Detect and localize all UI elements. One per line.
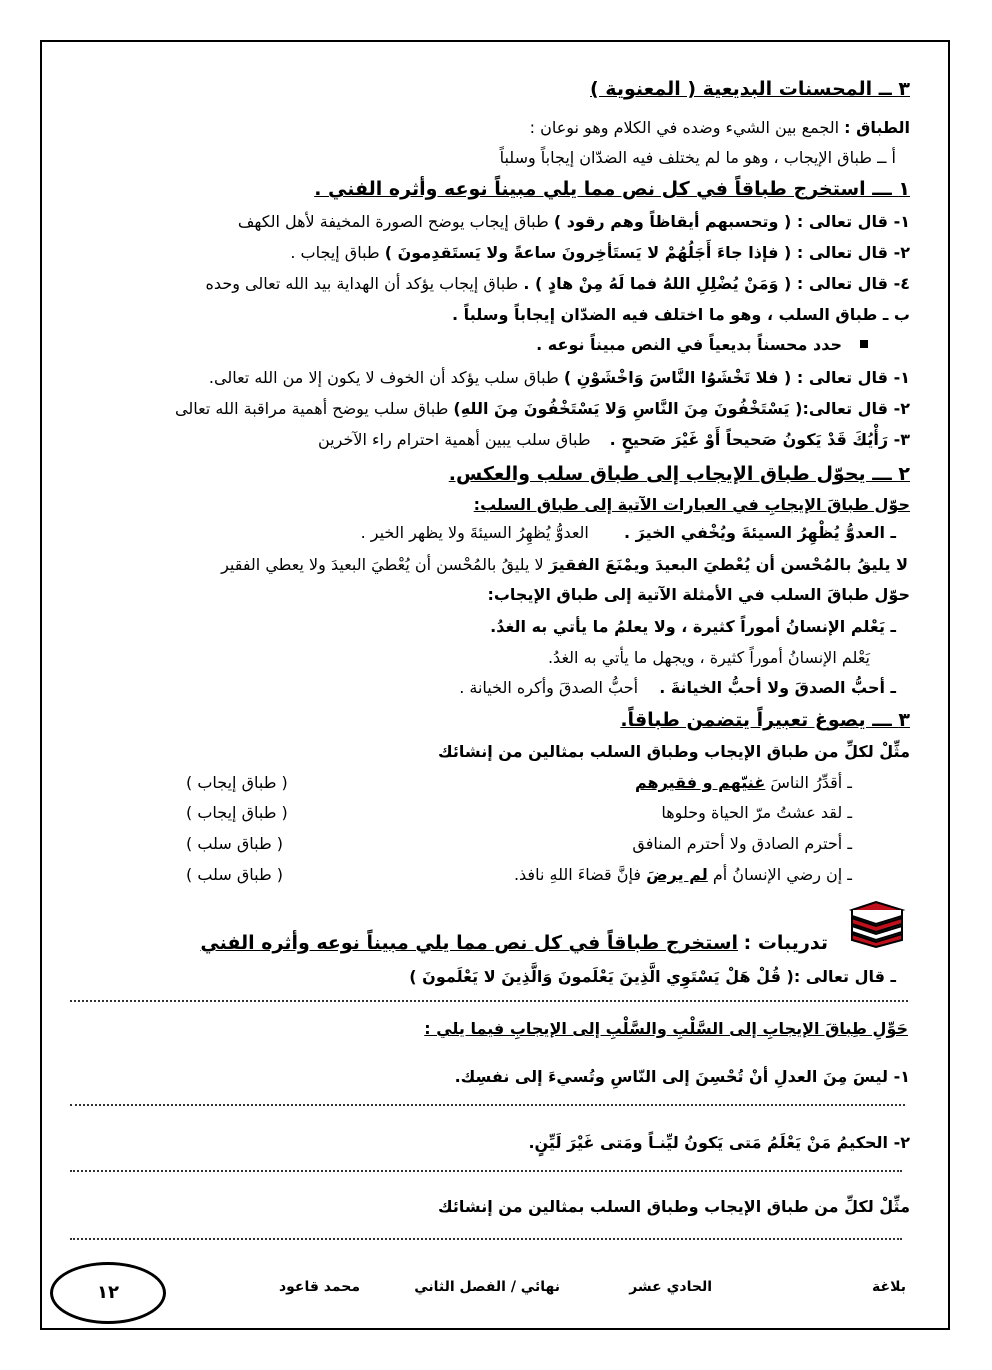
example-item (632, 833, 852, 855)
task1-heading: ١ ـــ استخرج طباقاً في كل نص مما يلي مبيناً نوعه وأثره الفني . (314, 178, 910, 200)
answer-line (70, 1238, 902, 1240)
task-b-answer: طباق سلب يؤكد أن الخوف لا يكون إلا من الله تعالى. (208, 368, 559, 387)
conv2-answer: أحبُّ الصدقَ وأكره الخيانة . (459, 678, 639, 697)
task1-answer: طباق إيجاب . (290, 243, 380, 262)
drills2-heading: حَوِّلِ طِباقَ الإيجابِ إلى السَّلْبِ والسَّلْبِ إلى الإيجابِ فيما يلي : (424, 1019, 908, 1038)
task1-item (206, 273, 910, 295)
conv1-question: لا يليقُ بالمُحْسن أن يُعْطيَ البعيدَ ويمْنَعَ الفقيرَ (548, 555, 908, 574)
conv1-answer: العدوُّ يُظهِرُ السيئةَ ولا يظهر الخير . (360, 523, 589, 542)
task-b-item (175, 398, 910, 420)
conv1-item (221, 554, 908, 576)
footer-term: نهائي / الفصل الثاني (414, 1279, 560, 1295)
task3-heading: ٣ ـــ يصوغ تعبيراً يتضمن طباقاً. (620, 709, 910, 731)
task3-subheading: مثِّلْ لكلِّ من طباق الإيجاب وطباق السلب بمثالين من إنشائك (438, 742, 910, 761)
conv2-question: ـ يَعْلم الإنسانُ أموراً كثيرة ، ولا يعلمُ ما يأتي به الغدُ. (490, 617, 896, 636)
task1-item (238, 211, 910, 233)
task1-item (290, 242, 910, 264)
footer-grade: الحادي عشر (629, 1279, 712, 1295)
answer-line (70, 1104, 905, 1106)
drills-quote: ـ قال تعالى :( قُلْ هَلْ يَسْتَوِي الَّذِينَ يَعْلَمونَ وَالَّذِينَ لا يَعْلَمونَ ) (409, 967, 896, 986)
section-title: ٣ ــ المحسنات البديعية ( المعنوية ) (590, 78, 910, 100)
books-icon (846, 900, 908, 948)
task-b-item (209, 367, 910, 389)
task1-quote: ١- قال تعالى : ( وتحسبهم أيقاظاً وهم رقود ) (553, 212, 910, 231)
page-number-badge (50, 1262, 166, 1324)
example-type: ( طباق إيجاب ) (186, 803, 288, 822)
conv2-answer: يَعْلم الإنسانُ أموراً كثيرة ، ويجهل ما يأتي به الغدُ. (547, 648, 870, 667)
example-text: ـ إن رضي الإنسانُ أم (712, 865, 852, 884)
conv1-item (361, 522, 896, 544)
task-b-quote: ١- قال تعالى : ( فلا تَخْشَوُا النَّاسَ وَاخْشَوْنِ ) (563, 368, 910, 387)
task1-quote: ٤- قال تعالى : ( وَمَنْ يُضْلِلِ اللهُ فما لَهُ مِنْ هادٍ ) . (523, 274, 910, 293)
task-b-answer: طباق سلب يبين أهمية احترام راء الآخرين (318, 430, 591, 449)
conv1-heading: حوّل طباقَ الإيجابِ في العبارات الآتية إلى طباق السلب: (473, 495, 910, 514)
example-type: ( طباق سلب ) (186, 834, 284, 853)
tibaq-definition: الجمع بين الشيء وضده في الكلام وهو نوعان : (529, 118, 840, 137)
type-b-definition: ب ـ طباق السلب ، وهو ما اختلف فيه الضدّان إيجاباً وسلباً . (452, 305, 910, 324)
answer-line (70, 1170, 902, 1172)
task1-quote: ٢- قال تعالى : ( فإذا جاءَ أَجَلُهُمْ لا يَستَأخِرونَ ساعةً ولا يَستَقدِمونَ ) (384, 243, 910, 262)
task1-answer: طباق إيجاب يوضح الصورة المخيفة لأهل الكهف (237, 212, 549, 231)
footer-subject: بلاغة (872, 1279, 906, 1295)
tibaq-definition-line (530, 117, 910, 139)
conv2-heading: حوّل طباقَ السلب في الأمثلة الآتية إلى طباق الإيجاب: (487, 585, 910, 604)
drills-heading: استخرج طباقاً في كل نص مما يلي مبيناً نوعه وأثره الفني (200, 932, 739, 954)
example-text: فإنَّ قضاءَ اللهِ نافذ. (513, 865, 642, 884)
conv1-answer: لا يليقُ بالمُحْسن أن يُعْطيَ البعيدَ ولا يعطي الفقير (221, 555, 544, 574)
task-b-item (318, 429, 910, 451)
drills3-heading: مثِّلْ لكلِّ من طباق الإيجاب وطباق السلب بمثالين من إنشائك (438, 1197, 910, 1216)
example-item (635, 772, 852, 794)
bullet-task: حدد محسناً بديعياً في النص مبيناً نوعه . (536, 335, 842, 354)
task-b-quote: ٢- قال تعالى:( يَسْتَخْفُونَ مِنَ النَّاسِ وَلا يَسْتَخْفُونَ مِنَ اللهِ) (453, 399, 910, 418)
example-type: ( طباق إيجاب ) (186, 773, 288, 792)
task-b-answer: طباق سلب يوضح أهمية مراقبة الله تعالى (175, 399, 449, 418)
task-b-quote: ٣- رَأْيُكَ قَدْ يَكونُ صَحيحاً أَوْ غَيْرَ صَحيحٍ . (609, 430, 910, 449)
example-text: ـ أحترم الصادق ولا أحترم المنافق (632, 834, 852, 853)
example-item (661, 802, 852, 824)
tibaq-label: الطباق : (844, 118, 910, 137)
drills2-question: ٢- الحكيمُ مَنْ يَعْلَمُ مَتى يَكونُ ليِّنـاً ومَتى غَيْرَ لَيِّنٍ. (528, 1133, 910, 1152)
answer-line (70, 1000, 908, 1002)
conv2-item (459, 677, 896, 699)
task1-answer: طباق إيجاب يؤكد أن الهداية بيد الله تعالى وحده (205, 274, 519, 293)
drills2-question: ١- ليسَ مِنَ العدلِ أنْ تُحْسِنَ إلى النّاسِ وتُسيءَ إلى نفسِك. (454, 1067, 910, 1086)
example-emphasis: لم يرضَ (646, 865, 708, 884)
page-number: ١٢ (97, 1282, 119, 1303)
drills-line (200, 932, 828, 955)
task2-heading: ٢ ـــ يحوّل طباق الإيجاب إلى طباق سلب والعكس. (448, 463, 910, 485)
conv1-question: ـ العدوُّ يُظْهِرُ السيئةَ ويُخْفي الخيرَ . (623, 523, 896, 542)
drills-label: تدريبات : (743, 932, 828, 954)
example-text: ـ أقدِّرُ الناسَ (770, 773, 852, 792)
example-item (514, 864, 852, 886)
conv2-question: ـ أحبُّ الصدقَ ولا أحبُّ الخيانةَ . (659, 678, 896, 697)
example-text: ـ لقد عشتُ مرّ الحياة وحلوها (661, 803, 852, 822)
example-emphasis: غنيّهم و فقيرهم (634, 773, 766, 792)
footer-teacher: محمد قاعود (278, 1279, 360, 1295)
type-a-definition: أ ــ طباق الإيجاب ، وهو ما لم يختلف فيه الضدّان إيجاباً وسلباً (499, 148, 896, 167)
example-type: ( طباق سلب ) (186, 865, 284, 884)
bullet-icon (860, 340, 868, 348)
